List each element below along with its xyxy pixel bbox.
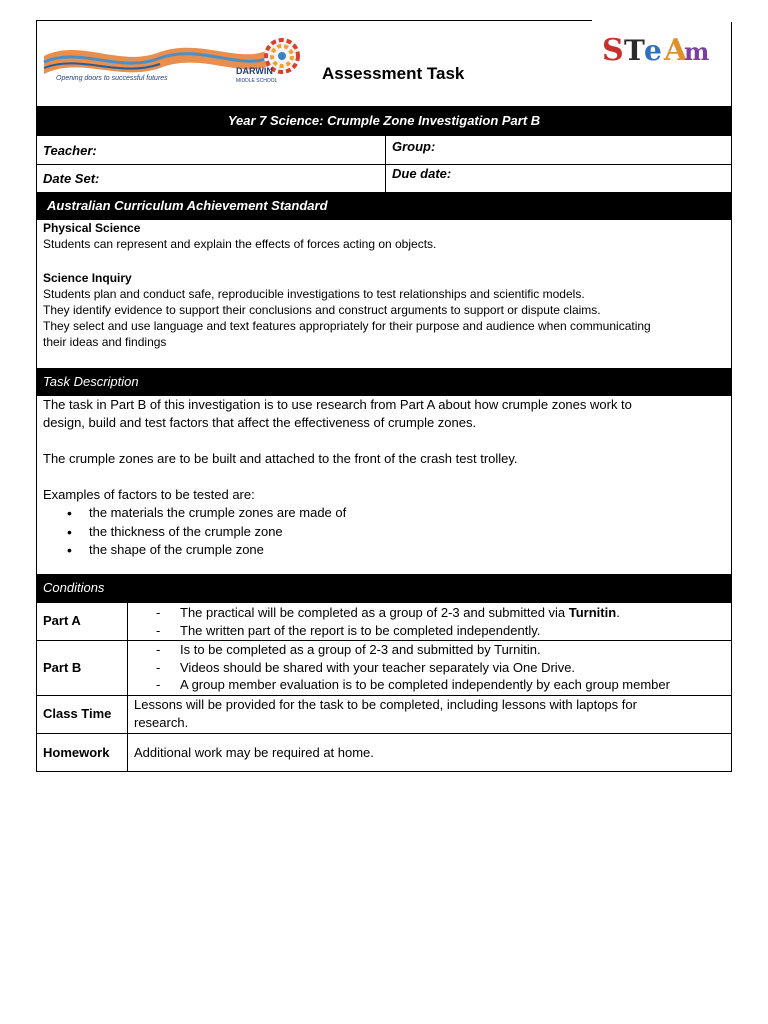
assessment-document [36,20,732,772]
conditions-bar: Conditions [37,574,731,602]
class-time-text: Lessons will be provided for the task to be completed, including lessons with laptops for [134,697,637,712]
field-divider [385,136,386,192]
svg-text:A: A [664,33,688,68]
task-title-bar: Year 7 Science: Crumple Zone Investigation Part B [37,106,731,136]
date-set-label: Date Set: [43,171,100,186]
school-logo [40,34,306,90]
group-label: Group: [392,139,436,154]
logo-tagline: Opening doors to successful futures [56,75,168,82]
date-row [37,165,731,192]
list-item: - The practical will be completed as a group of 2-3 and submitted via Turnitin. [128,604,620,622]
part-a-label: Part A [43,613,81,628]
svg-text:T: T [624,34,645,67]
class-time-label: Class Time [43,706,112,721]
part-b-list [128,641,670,694]
logo-subtext: MIDDLE SCHOOL [236,78,278,84]
logo-text: DARWIN [236,66,273,76]
physical-science-text: Students can represent and explain the effects of forces acting on objects. [43,237,437,251]
teacher-group-row [37,136,731,164]
list-item: - The written part of the report is to be completed independently. [128,622,620,640]
svg-text:S: S [602,33,624,68]
list-item: - Is to be completed as a group of 2-3 and submitted by Turnitin. [128,641,670,659]
teacher-label: Teacher: [43,143,97,158]
science-inquiry-title: Science Inquiry [43,271,132,285]
list-item: • the shape of the crumple zone [43,541,346,560]
list-item: • the materials the crumple zones are made of [43,504,346,523]
homework-text: Additional work may be required at home. [134,745,374,760]
part-b-label: Part B [43,660,82,675]
svg-text:e: e [644,34,662,67]
svg-text:m: m [684,37,710,66]
list-item: • the thickness of the crumple zone [43,523,346,542]
factors-list [43,504,346,560]
science-inquiry-line: Students plan and conduct safe, reproducible investigations to test relationships and scientific models. [43,287,585,301]
task-text-line: design, build and test factors that affect the effectiveness of crumple zones. [43,415,477,430]
divider [37,733,731,734]
class-time-text: research. [134,715,189,730]
list-item: - A group member evaluation is to be completed independently by each group member [128,676,670,694]
steam-logo [600,30,712,70]
document-header [36,20,730,106]
divider [37,602,731,603]
science-inquiry-line: They identify evidence to support their conclusions and construct arguments to support or dispute claims. [43,303,601,317]
list-item: - Videos should be shared with your teacher separately via One Drive. [128,659,670,677]
task-text-line: Examples of factors to be tested are: [43,487,255,502]
part-a-list [128,604,620,639]
science-inquiry-line: They select and use language and text features appropriately for their purpose and audience when communicating [43,319,651,333]
page-title: Assessment Task [322,64,465,83]
task-text-line: The task in Part B of this investigation is to use research from Part A about how crumple zones work to [43,397,632,412]
homework-label: Homework [43,745,110,760]
curriculum-bar: Australian Curriculum Achievement Standard [37,192,731,220]
physical-science-title: Physical Science [43,221,141,235]
science-inquiry-line: their ideas and findings [43,335,167,349]
task-description-bar: Task Description [37,368,731,396]
task-text-line: The crumple zones are to be built and attached to the front of the crash test trolley. [43,451,518,466]
due-date-label: Due date: [392,166,452,181]
